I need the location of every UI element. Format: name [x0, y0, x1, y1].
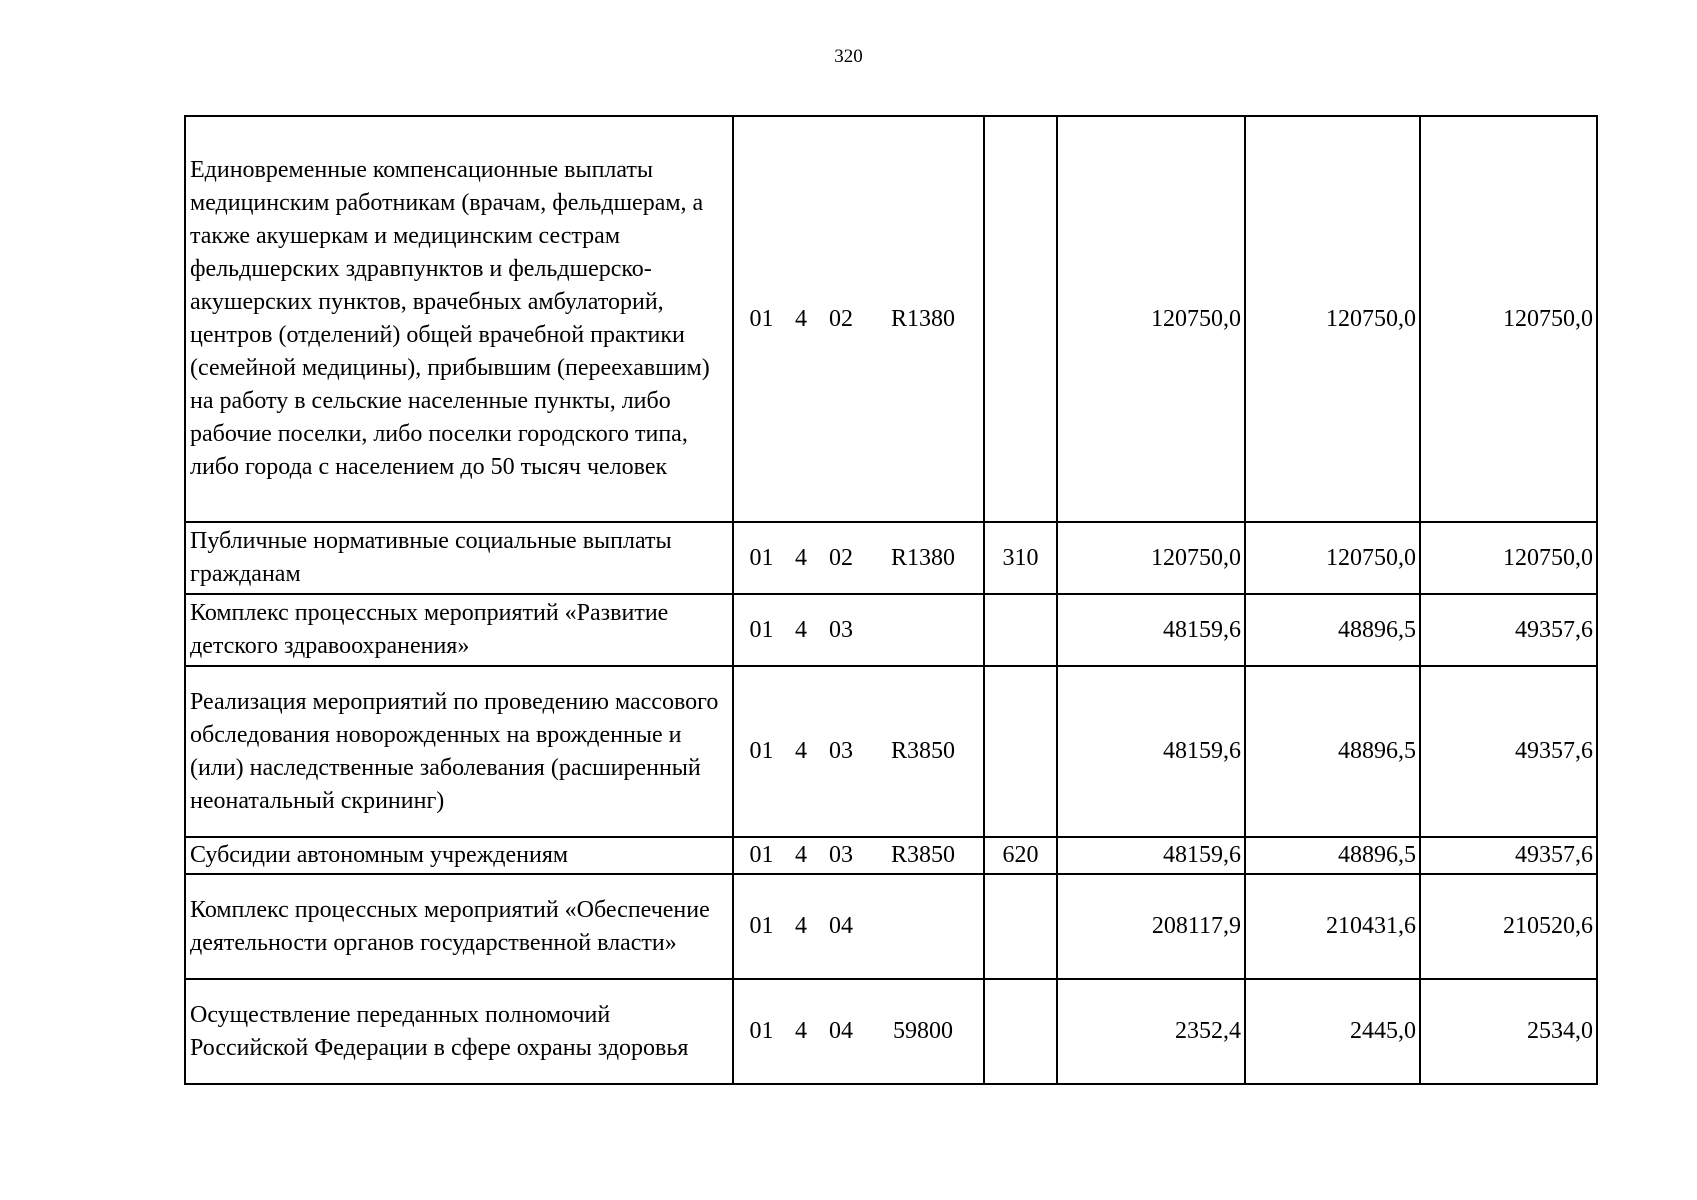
amount-year-2: 210431,6	[1245, 874, 1420, 979]
expense-type-cell: 620	[984, 837, 1057, 874]
code-type: 4	[795, 738, 807, 764]
code-program: 01	[749, 913, 774, 939]
code-direction: R3850	[890, 738, 955, 764]
code-complex: 04	[829, 1018, 853, 1044]
code-direction: 59800	[893, 1018, 953, 1044]
expense-type-cell	[984, 594, 1057, 666]
budget-table	[184, 115, 1598, 1085]
code-type: 4	[795, 842, 807, 868]
amount-year-3: 49357,6	[1420, 837, 1597, 874]
row-codes-cell	[733, 666, 984, 837]
expense-type-cell	[984, 874, 1057, 979]
row-codes-cell	[733, 522, 984, 594]
expense-type-cell	[984, 116, 1057, 522]
row-name-cell: Реализация мероприятий по проведению массового обследования новорожденных на врожденные и (или) наследственные заболевания (расширенный неонатальный скрининг)	[185, 666, 733, 837]
amount-year-3: 120750,0	[1420, 522, 1597, 594]
row-name-cell: Единовременные компенсационные выплаты медицинским работникам (врачам, фельдшерам, а также акушеркам и медицинским сестрам фельдшерских здравпунктов и фельдшерско-акушерских пунктов, врачебных амбулаторий, центров (отделений) общей врачебной практики (семейной медицины), прибывшим (переехавшим) на работу в сельские населенные пункты, либо рабочие поселки, либо поселки городского типа, либо города с населением до 50 тысяч человек	[185, 116, 733, 522]
code-complex: 04	[829, 913, 853, 939]
code-direction: R1380	[890, 544, 955, 571]
amount-year-3: 120750,0	[1420, 116, 1597, 522]
amount-year-2: 120750,0	[1245, 522, 1420, 594]
amount-year-3: 49357,6	[1420, 594, 1597, 666]
amount-year-3: 2534,0	[1420, 979, 1597, 1084]
table-row	[185, 874, 1597, 979]
code-program: 01	[749, 1018, 774, 1044]
code-program: 01	[749, 305, 774, 332]
row-codes-cell	[733, 979, 984, 1084]
amount-year-1: 120750,0	[1057, 522, 1245, 594]
row-codes-cell	[733, 837, 984, 874]
amount-year-2: 48896,5	[1245, 594, 1420, 666]
code-type: 4	[795, 544, 807, 571]
code-direction: R1380	[890, 305, 955, 332]
amount-year-2: 48896,5	[1245, 837, 1420, 874]
code-complex: 03	[829, 616, 853, 643]
amount-year-2: 120750,0	[1245, 116, 1420, 522]
code-program: 01	[749, 842, 774, 868]
code-type: 4	[795, 913, 807, 939]
code-type: 4	[795, 305, 807, 332]
code-program: 01	[749, 738, 774, 764]
amount-year-3: 210520,6	[1420, 874, 1597, 979]
amount-year-1: 208117,9	[1057, 874, 1245, 979]
row-name-cell: Осуществление переданных полномочий Российской Федерации в сфере охраны здоровья	[185, 979, 733, 1084]
code-complex: 02	[829, 305, 853, 332]
row-name-cell: Комплекс процессных мероприятий «Обеспечение деятельности органов государственной власти»	[185, 874, 733, 979]
code-complex: 03	[829, 738, 853, 764]
code-type: 4	[795, 1018, 807, 1044]
amount-year-2: 48896,5	[1245, 666, 1420, 837]
table-row	[185, 837, 1597, 874]
row-name-cell: Субсидии автономным учреждениям	[185, 837, 733, 874]
code-complex: 02	[829, 544, 853, 571]
expense-type-cell	[984, 979, 1057, 1084]
row-name-cell: Публичные нормативные социальные выплаты гражданам	[185, 522, 733, 594]
amount-year-1: 48159,6	[1057, 594, 1245, 666]
code-program: 01	[749, 544, 774, 571]
expense-type-cell	[984, 666, 1057, 837]
row-codes-cell	[733, 116, 984, 522]
row-codes-cell	[733, 594, 984, 666]
row-name-cell: Комплекс процессных мероприятий «Развитие детского здравоохранения»	[185, 594, 733, 666]
code-type: 4	[795, 616, 807, 643]
page-number: 320	[834, 46, 863, 67]
code-direction: R3850	[890, 842, 955, 868]
amount-year-2: 2445,0	[1245, 979, 1420, 1084]
amount-year-1: 120750,0	[1057, 116, 1245, 522]
amount-year-1: 48159,6	[1057, 666, 1245, 837]
row-codes-cell	[733, 874, 984, 979]
code-complex: 03	[829, 842, 853, 868]
table-row	[185, 979, 1597, 1084]
amount-year-3: 49357,6	[1420, 666, 1597, 837]
table-row	[185, 116, 1597, 522]
table-row	[185, 594, 1597, 666]
amount-year-1: 48159,6	[1057, 837, 1245, 874]
amount-year-1: 2352,4	[1057, 979, 1245, 1084]
code-program: 01	[749, 616, 774, 643]
expense-type-cell: 310	[984, 522, 1057, 594]
table-row	[185, 666, 1597, 837]
table-row	[185, 522, 1597, 594]
